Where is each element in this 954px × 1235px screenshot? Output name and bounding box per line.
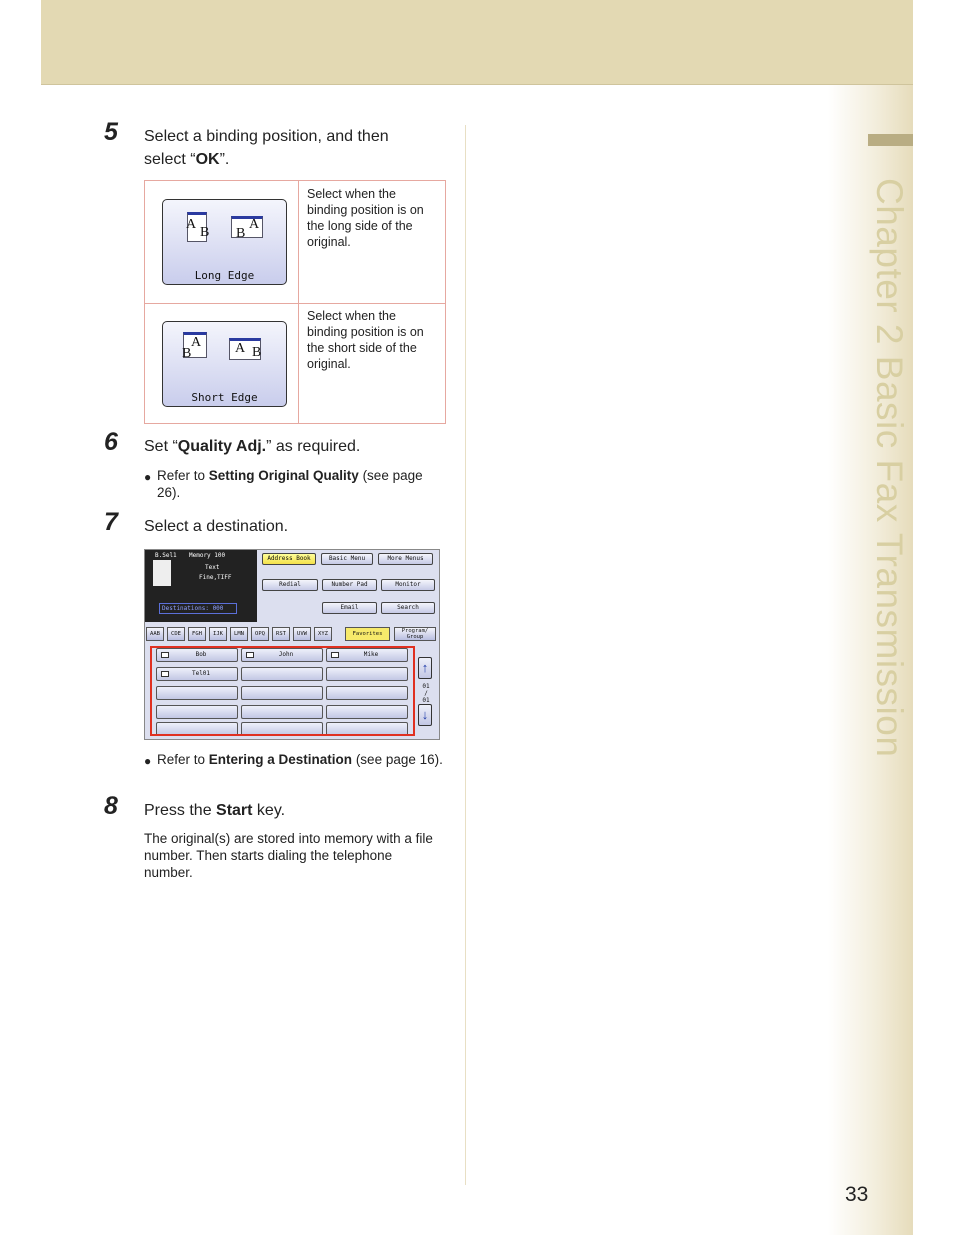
short-edge-page-icon: A B <box>183 332 207 358</box>
tab-xyz[interactable]: XYZ <box>314 627 332 641</box>
tab-lmn[interactable]: LMN <box>230 627 248 641</box>
step-6-instruction: Set “Quality Adj.” as required. <box>144 438 361 455</box>
column-divider <box>465 125 466 1185</box>
tab-ijk[interactable]: IJK <box>209 627 227 641</box>
long-edge-description: Select when the binding position is on the long side of the original. <box>307 187 424 249</box>
step-8-instruction: Press the Start key. <box>144 802 286 819</box>
destination-tel01[interactable]: Tel01 <box>156 667 238 681</box>
long-edge-page-icon: A B <box>187 212 207 242</box>
tab-rst[interactable]: RST <box>272 627 290 641</box>
number-pad-button[interactable]: Number Pad <box>322 579 377 591</box>
header-band <box>41 0 913 85</box>
monitor-button[interactable]: Monitor <box>381 579 435 591</box>
step-5-number: 5 <box>104 118 118 146</box>
short-edge-description: Select when the binding position is on the short side of the original. <box>307 309 424 371</box>
tab-opq[interactable]: OPQ <box>251 627 269 641</box>
step-7-number: 7 <box>104 508 118 536</box>
destinations-counter: Destinations: 000 <box>159 603 237 614</box>
short-edge-page-icon-2: A B <box>229 338 261 360</box>
step-6-bullet: ● <box>144 470 152 484</box>
more-menus-button[interactable]: More Menus <box>378 553 433 565</box>
redial-button[interactable]: Redial <box>262 579 318 591</box>
page-number: 33 <box>845 1183 869 1206</box>
destination-bob[interactable]: Bob <box>156 648 238 662</box>
chapter-title: Chapter 2 Basic Fax Transmission <box>869 178 910 758</box>
short-edge-label: Short Edge <box>191 391 258 404</box>
basic-menu-button[interactable]: Basic Menu <box>321 553 373 565</box>
status-area: B.Sel1 Memory 100 Text Fine,TIFF Destinations: 000 <box>145 550 257 622</box>
destination-mike[interactable]: Mike <box>326 648 408 662</box>
tab-program-group[interactable]: Program/ Group <box>394 627 436 641</box>
step-6-note: Refer to Setting Original Quality (see page 26). <box>157 468 423 500</box>
email-button[interactable]: Email <box>322 602 377 614</box>
destination-john[interactable]: John <box>241 648 323 662</box>
tab-favorites[interactable]: Favorites <box>345 627 390 641</box>
step-7-instruction: Select a destination. <box>144 518 289 535</box>
step-7-note: Refer to Entering a Destination (see page 16). <box>157 752 443 767</box>
tab-cde[interactable]: CDE <box>167 627 185 641</box>
step-5-instruction: Select a binding position, and then select “OK”. <box>144 128 389 168</box>
step-6-number: 6 <box>104 428 118 456</box>
address-book-button[interactable]: Address Book <box>262 553 316 565</box>
tab-aab[interactable]: AAB <box>146 627 164 641</box>
long-edge-page-icon-2: A B <box>231 216 263 238</box>
document-icon <box>153 560 171 586</box>
scroll-up-button[interactable]: ↑ <box>418 657 432 679</box>
fax-panel-screenshot <box>144 549 440 740</box>
binding-options-table <box>144 180 446 424</box>
step-7-bullet: ● <box>144 754 152 768</box>
scroll-down-button[interactable]: ↓ <box>418 704 432 726</box>
long-edge-button[interactable] <box>162 199 287 285</box>
long-edge-label: Long Edge <box>194 269 255 282</box>
tab-uvw[interactable]: UVW <box>293 627 311 641</box>
destination-highlight <box>150 646 415 736</box>
page-indicator: 01 / 01 <box>422 683 430 704</box>
step-8-number: 8 <box>104 792 118 820</box>
tab-fgh[interactable]: FGH <box>188 627 206 641</box>
step-8-description: The original(s) are stored into memory with a file number. Then starts dialing the telephone number. <box>144 831 433 880</box>
short-edge-button[interactable] <box>162 321 287 407</box>
chapter-marker <box>868 134 913 146</box>
search-button[interactable]: Search <box>381 602 435 614</box>
